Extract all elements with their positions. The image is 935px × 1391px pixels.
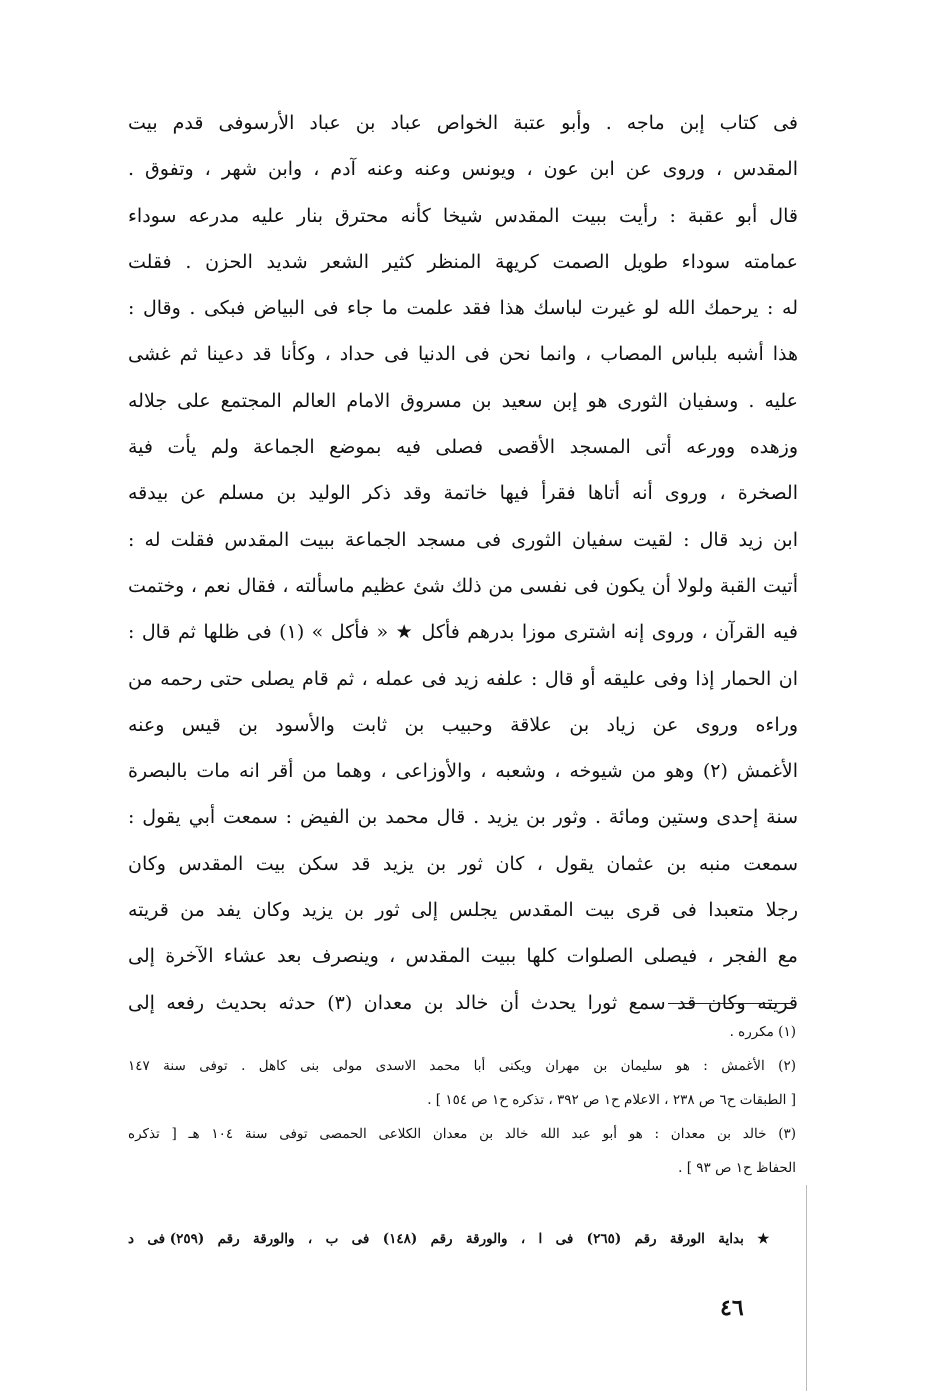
text-line: له : يرحمك الله لو غيرت لباسك هذا فقد علمت ما جاء فى البياض فبكى . وقال : <box>128 297 798 320</box>
main-text <box>128 100 798 1026</box>
text-line: الأغمش (٢) وهو من شيوخه ، وشعبه ، والأوزاعى ، وهما من أقر انه مات بالبصرة <box>128 760 798 783</box>
text-line: الصخرة ، وروى أنه أتاها فقرأ فيها خاتمة وقد ذكر الوليد بن مسلم عن بيدقه <box>128 482 798 505</box>
text-line: فيه القرآن ، وروى إنه اشترى موزا بدرهم فأكل ★ « فأكل » (١) فى ظلها ثم قال : <box>128 621 798 644</box>
text-line: سنة إحدى وستين ومائة . وثور بن يزيد . قال محمد بن الفيض : سمعت أبي يقول : <box>128 806 798 829</box>
text-line: رجلا متعبدا فى قرى بيت المقدس يجلس إلى ثور بن يزيد وكان يفد من قريته <box>128 899 798 922</box>
text-line: وراءه وروى عن زياد بن علاقة وحبيب بن ثابت والأسود بن قيس وعنه <box>128 713 798 736</box>
text-line: أتيت القبة ولولا أن يكون فى نفسى من ذلك شئ عظيم ماسألته ، فقال نعم ، وختمت <box>128 574 798 597</box>
text-line: عمامته سوداء طويل الصمت كريهة المنظر كثير الشعر شديد الحزن . فقلت <box>128 250 798 273</box>
text-line: مع الفجر ، فيصلى الصلوات كلها ببيت المقدس ، وينصرف بعد عشاء الآخرة إلى <box>128 945 798 968</box>
text-line: عليه . وسفيان الثورى هو إبن سعيد بن مسروق الامام العالم المجتمع على جلاله <box>128 389 798 412</box>
footnote-line: (٣) خالد بن معدان : هو أبو عبد الله خالد بن معدان الكلاعى الحمصى توفى سنة ١٠٤ هـ [ تذكره <box>128 1126 796 1142</box>
text-line: هذا أشبه بلباس المصاب ، وانما نحن فى الدنيا فى حداد ، وكأنا قد دعينا ثم غشى <box>128 343 798 366</box>
footnotes <box>128 1015 796 1185</box>
footnote-line: (٢) الأغمش : هو سليمان بن مهران ويكنى أبا محمد الاسدى مولى بنى كاهل . توفى سنة ١٤٧ <box>128 1058 796 1074</box>
margin-rule <box>806 1185 807 1391</box>
text-line: قال أبو عقبة : رأيت ببيت المقدس شيخا كأنه محترق بنار عليه مدرعه سوداء <box>128 204 798 227</box>
footnote-line: (١) مكرره . <box>729 1024 796 1040</box>
text-line: فى كتاب إبن ماجه . وأبو عتبة الخواص عباد بن عباد الأرسوفى قدم بيت <box>128 112 798 134</box>
footnote-line: [ الطبقات ح٦ ص ٢٣٨ ، الاعلام ح١ ص ٣٩٢ ، تذكره ح١ ص ١٥٤ ] . <box>427 1092 796 1108</box>
footnote-line: الحفاظ ح١ ص ٩٣ ] . <box>678 1160 796 1176</box>
text-line: قريته وكان قد سمع ثورا يحدث أن خالد بن معدان (٣) حدثه بحديث رفعه إلى <box>128 991 798 1014</box>
text-line: المقدس ، وروى عن ابن عون ، ويونس وعنه وعنه آدم ، وابن شهر ، وتفوق . <box>128 158 798 181</box>
text-line: ان الحمار إذا وفى عليقه أو قال : علفه زيد فى عمله ، ثم قام يصلى حتى رحمه من <box>128 667 798 690</box>
text-line: سمعت منبه بن عثمان يقول ، كان ثور بن يزيد قد سكن بيت المقدس وكان <box>128 852 798 875</box>
page-number: ٤٦ <box>720 1295 744 1321</box>
footnote-separator <box>668 1003 792 1004</box>
text-line: وزهده وورعه أتى المسجد الأقصى فصلى فيه بموضع الجماعة ولم يأت فية <box>128 436 798 459</box>
text-line: ابن زيد قال : لقيت سفيان الثورى فى مسجد الجماعة ببيت المقدس فقلت له : <box>128 528 798 551</box>
manuscript-note: ★ بداية الورقة رقم (٢٦٥) فى ا ، والورقة رقم (١٤٨) فى ب ، والورقة رقم (٢٥٩) فى د <box>128 1231 778 1247</box>
